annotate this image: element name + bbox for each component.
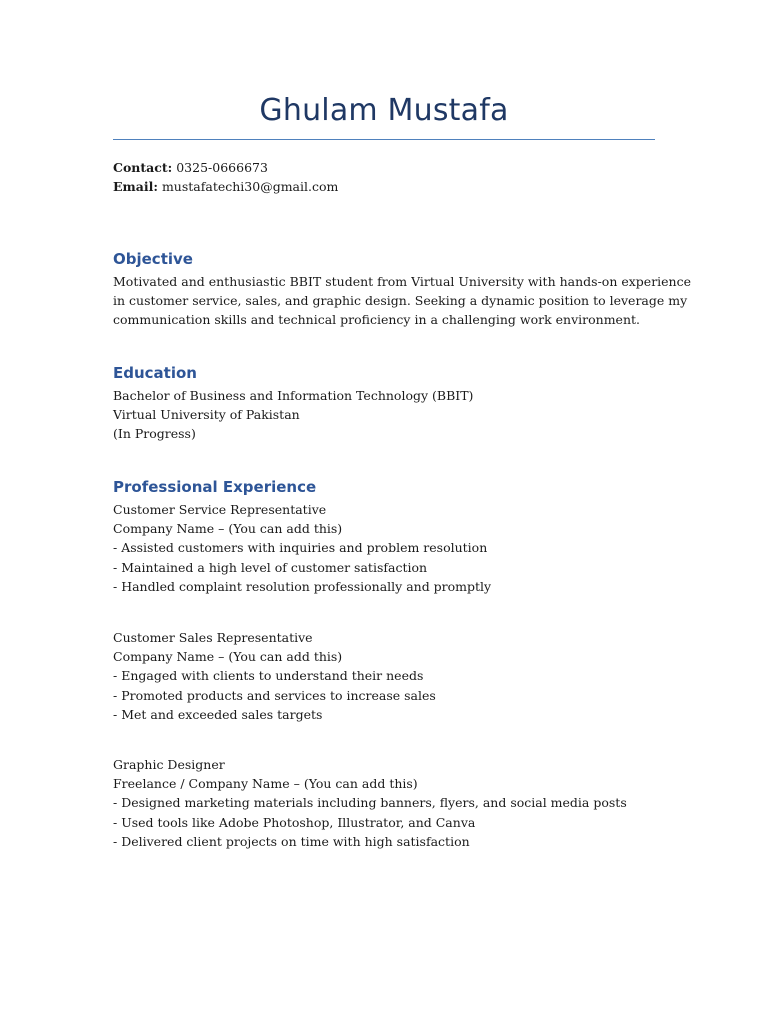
education-section <box>113 363 655 444</box>
job-bullet: - Engaged with clients to understand their needs <box>113 668 424 684</box>
job-title: Customer Sales Representative <box>113 630 313 645</box>
experience-section <box>113 477 655 596</box>
job-bullet: - Met and exceeded sales targets <box>113 706 323 722</box>
objective-line: in customer service, sales, and graphic design. Seeking a dynamic position to leverage my <box>113 293 688 309</box>
contact-email-line <box>113 177 338 196</box>
contact-email-value: mustafatechi30@gmail.com <box>157 179 339 195</box>
objective-line: communication skills and technical proficiency in a challenging work environment. <box>113 312 640 328</box>
title-divider <box>113 139 655 140</box>
job-entry-customer-service <box>113 500 655 596</box>
education-heading: Education <box>113 364 197 382</box>
job-bullet: - Maintained a high level of customer satisfaction <box>113 559 428 575</box>
resume-name: Ghulam Mustafa <box>259 93 509 128</box>
contact-phone-value: 0325-0666673 <box>172 160 268 175</box>
job-company: Freelance / Company Name – (You can add this) <box>113 776 418 792</box>
job-entry-sales <box>113 628 655 724</box>
contact-phone-label: Contact: <box>113 160 173 175</box>
objective-line: Motivated and enthusiastic BBIT student from Virtual University with hands-on experience <box>113 274 692 289</box>
job-title: Customer Service Representative <box>113 502 327 517</box>
experience-heading: Professional Experience <box>113 478 317 496</box>
education-school: Virtual University of Pakistan <box>113 407 300 423</box>
job-bullet: - Delivered client projects on time with high satisfaction <box>113 833 470 849</box>
job-bullet: - Promoted products and services to increase sales <box>113 687 436 703</box>
job-bullet: - Assisted customers with inquiries and problem resolution <box>113 540 488 556</box>
contact-block <box>113 158 338 196</box>
job-company: Company Name – (You can add this) <box>113 649 343 665</box>
job-bullet: - Handled complaint resolution professionally and promptly <box>113 578 492 594</box>
education-status: (In Progress) <box>113 426 196 442</box>
job-bullet: - Used tools like Adobe Photoshop, Illustrator, and Canva <box>113 814 476 830</box>
job-company: Company Name – (You can add this) <box>113 521 343 537</box>
job-bullet: - Designed marketing materials including banners, flyers, and social media posts <box>113 795 627 811</box>
objective-heading: Objective <box>113 250 193 268</box>
education-degree: Bachelor of Business and Information Technology (BBIT) <box>113 388 474 403</box>
job-title: Graphic Designer <box>113 757 225 772</box>
objective-section <box>113 249 692 330</box>
contact-email-label: Email: <box>113 179 158 195</box>
contact-phone-line <box>113 158 338 177</box>
job-entry-graphic-designer <box>113 755 655 851</box>
